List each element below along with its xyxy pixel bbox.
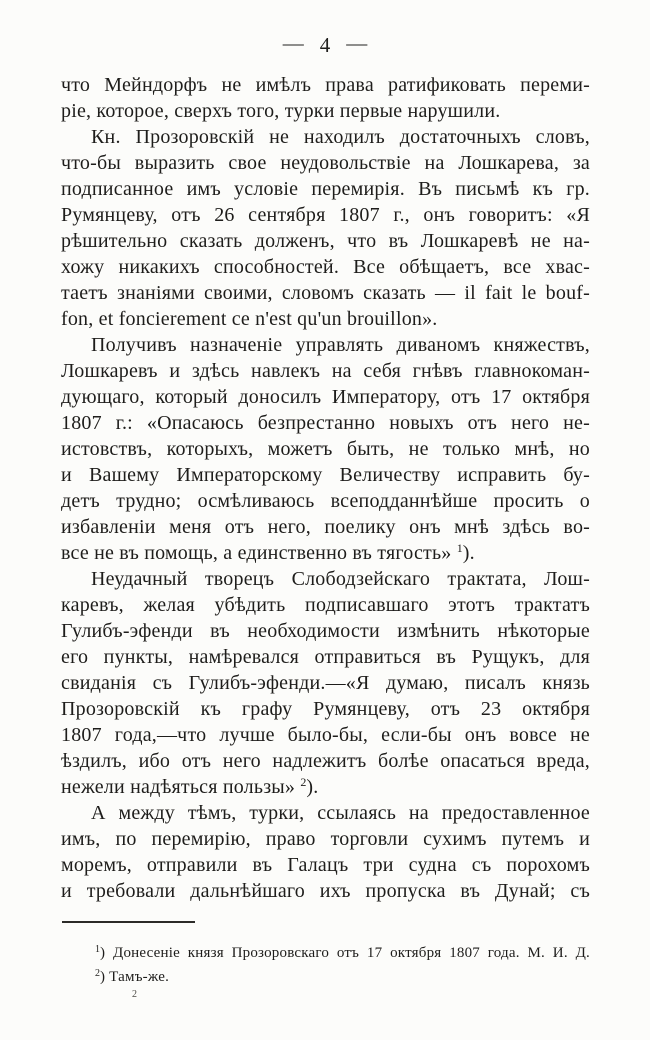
- paragraph: [61, 124, 590, 332]
- text-span: все не въ помощь, а единственно въ тягость»: [61, 542, 457, 564]
- text-line: моремъ, отправили въ Галацъ три судна съ порохомъ: [61, 854, 590, 876]
- text-line: избавленіи меня отъ него, поелику онъ мнѣ здѣсь во-: [61, 516, 590, 538]
- text-line: Прозоровскій къ графу Румянцеву, отъ 23 октября: [61, 698, 590, 720]
- footnote-marker-paren: ): [100, 969, 110, 985]
- text-line: Румянцеву, отъ 26 сентября 1807 г., онъ говоритъ: «Я: [61, 204, 590, 226]
- text-line: что-бы выразить свое неудовольствіе на Лошкарева, за: [61, 152, 590, 174]
- text-line: свиданія съ Гулибъ-эфенди.—«Я думаю, писалъ князь: [61, 672, 590, 694]
- text-line: его пункты, намѣревался отправиться въ Рущукъ, для: [61, 646, 590, 668]
- footnote-separator-rule: [62, 921, 195, 923]
- text-line: дующаго, который доносилъ Императору, отъ 17 октября: [61, 386, 590, 408]
- signature-mark: 2: [132, 989, 137, 1000]
- text-line: Гулибъ-эфенди въ необходимости измѣнить нѣкоторые: [61, 620, 590, 642]
- text-span: нежели надѣяться пользы»: [61, 776, 301, 798]
- text-line: и Вашему Императорскому Величеству исправить бу-: [61, 464, 590, 486]
- footnote-marker: 1: [95, 944, 100, 955]
- text-line: что Мейндорфъ не имѣлъ права ратификовать переми-: [61, 74, 590, 96]
- text-line: [61, 774, 590, 800]
- footnote-reference: 1: [456, 541, 463, 555]
- header-dash-right: —: [346, 31, 368, 55]
- text-line: имъ, по перемирію, право торговли сухимъ путемъ и: [61, 828, 590, 850]
- text-line: Кн. Прозоровскій не находилъ достаточныхъ словъ,: [91, 126, 590, 148]
- footnote-text: Тамъ-же.: [109, 969, 170, 985]
- paragraph: [61, 800, 590, 904]
- body-text: [61, 72, 590, 904]
- paragraph: [61, 566, 590, 800]
- footnote-marker-paren: ): [100, 945, 114, 961]
- footnotes: [61, 941, 590, 989]
- text-span: ).: [306, 776, 319, 798]
- footnote: [61, 965, 590, 989]
- header-dash-left: —: [282, 31, 304, 55]
- paragraph: [61, 72, 590, 124]
- text-line: подписанное имъ условіе перемирія. Въ письмѣ къ гр.: [61, 178, 590, 200]
- page-header: [0, 33, 650, 58]
- text-line: 1807 г.: «Опасаюсь безпрестанно новыхъ отъ него не-: [61, 412, 590, 434]
- text-line: Неудачный творецъ Слободзейскаго трактата, Лош-: [91, 568, 590, 590]
- text-line: Получивъ назначеніе управлять диваномъ княжествъ,: [91, 334, 590, 356]
- paragraph: [61, 332, 590, 566]
- text-line: и требовали дальнѣйшаго ихъ пропуска въ Дунай; съ: [61, 880, 590, 902]
- text-span: ).: [462, 542, 475, 564]
- footnote-reference: 2: [300, 775, 307, 789]
- footnote-marker: 2: [95, 968, 100, 979]
- text-line: детъ трудно; осмѣливаюсь всеподданнѣйше просить о: [61, 490, 590, 512]
- text-line: fon, et foncierement ce n'est qu'un brouillon».: [61, 308, 438, 330]
- text-line: ріе, которое, сверхъ того, турки первые нарушили.: [61, 100, 501, 122]
- text-line: А между тѣмъ, турки, ссылаясь на предоставленное: [91, 802, 590, 824]
- text-line: 1807 года,—что лучше было-бы, если-бы онъ вовсе не: [61, 724, 590, 746]
- page-number: 4: [319, 33, 331, 57]
- text-line: ѣздилъ, ибо отъ него надлежитъ болѣе опасаться вреда,: [61, 750, 590, 772]
- footnote: [61, 941, 590, 965]
- footnote-text: Донесеніе князя Прозоровскаго отъ 17 октября 1807 года. М. И. Д.: [113, 945, 590, 961]
- text-line: хожу никакихъ способностей. Все обѣщаетъ, все хвас-: [61, 256, 590, 278]
- text-line: истовствъ, которыхъ, можетъ быть, не только мнѣ, но: [61, 438, 590, 460]
- text-line: рѣшительно сказать долженъ, что въ Лошкаревѣ не на-: [61, 230, 590, 252]
- text-line: [61, 540, 590, 566]
- text-line: Лошкаревъ и здѣсь навлекъ на себя гнѣвъ главнокоман-: [61, 360, 590, 382]
- text-line: таетъ знаніями своими, словомъ сказать — il fait le bouf-: [61, 282, 590, 304]
- text-line: каревъ, желая убѣдить подписавшаго этотъ трактатъ: [61, 594, 590, 616]
